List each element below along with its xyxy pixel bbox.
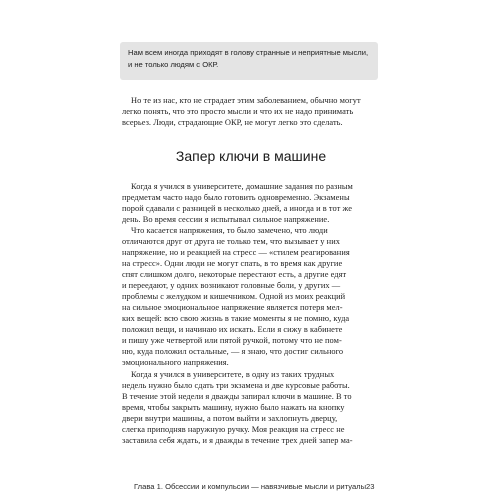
body-line: двери внутри машины, а потом выйти и захлопнуть дверцу,	[122, 414, 338, 423]
callout-box	[120, 42, 378, 80]
body-line: Когда я учился в университете, в одну из таких трудных	[131, 370, 335, 379]
body-line: В течение этой недели я дважды запирал ключи в машине. В то	[122, 392, 352, 401]
body-line: на стресс». Одни люди не могут спать, в то время как другие	[122, 259, 343, 268]
running-footer-chapter: Глава 1. Обсессии и компульсии — навязчивые мысли и ритуалы	[134, 482, 367, 491]
body-line: спят слишком долго, некоторые перестают есть, а другие едят	[122, 270, 347, 279]
body-line: проблемы с желудком и кишечником. Одной из моих реакций	[122, 292, 346, 301]
body-line: эмоционального напряжения.	[122, 358, 229, 367]
section-heading: Запер ключи в машине	[175, 148, 327, 164]
body-line: положил вещи, и начинаю их искать. Если я сижу в кабинете	[122, 325, 343, 334]
body-line: предметам часто надо было готовить одновременно. Экзамены	[122, 193, 350, 202]
body-line: порой сдавали с разницей в несколько дней, а иногда и в тот же	[122, 204, 352, 213]
intro-line: легко понять, что это просто мысли и что их не надо принимать	[122, 107, 354, 116]
page-number: 23	[366, 482, 375, 491]
callout-line: Нам всем иногда приходят в голову странные и неприятные мысли,	[128, 48, 369, 57]
body-line: слегка приподняв наружную ручку. Моя реакция на стресс не	[122, 425, 345, 434]
body-line: ню, куда положил остальные, — я знаю, что достиг сильного	[122, 347, 344, 356]
body-line: напряжение, но и реакцией на стресс — «стилем реагирования	[122, 248, 350, 257]
intro-line: Но те из нас, кто не страдает этим заболеванием, обычно могут	[131, 96, 361, 105]
body-line: и переедают, у одних возникают головные боли, у других —	[122, 281, 341, 290]
body-line: и пишу уже четвертой или пятой ручкой, потому что не пом-	[122, 336, 342, 345]
intro-line: всерьез. Люди, страдающие ОКР, не могут легко это сделать.	[122, 118, 343, 127]
body-line: Когда я учился в университете, домашние задания по разным	[131, 182, 353, 191]
body-line: заставила себя ждать, и я дважды в течение трех дней запер ма-	[122, 436, 353, 445]
body-line: ких вещей: всю свою жизнь в такие моменты я не помню, куда	[122, 314, 350, 323]
body-line: время, чтобы закрыть машину, нужно было нажать на кнопку	[122, 403, 345, 412]
body-line: Что касается напряжения, то было замечено, что люди	[131, 226, 328, 235]
body-line: день. Во время сессии я испытывал сильное напряжение.	[122, 215, 330, 224]
body-line: отличаются друг от друга не только тем, что вызывает у них	[122, 237, 340, 246]
body-line: на сильное эмоциональное напряжение является потеря мел-	[122, 303, 343, 312]
callout-line: и не только людям с ОКР.	[128, 60, 219, 69]
body-line: недель нужно было сдать три экзамена и две курсовые работы.	[122, 381, 350, 390]
